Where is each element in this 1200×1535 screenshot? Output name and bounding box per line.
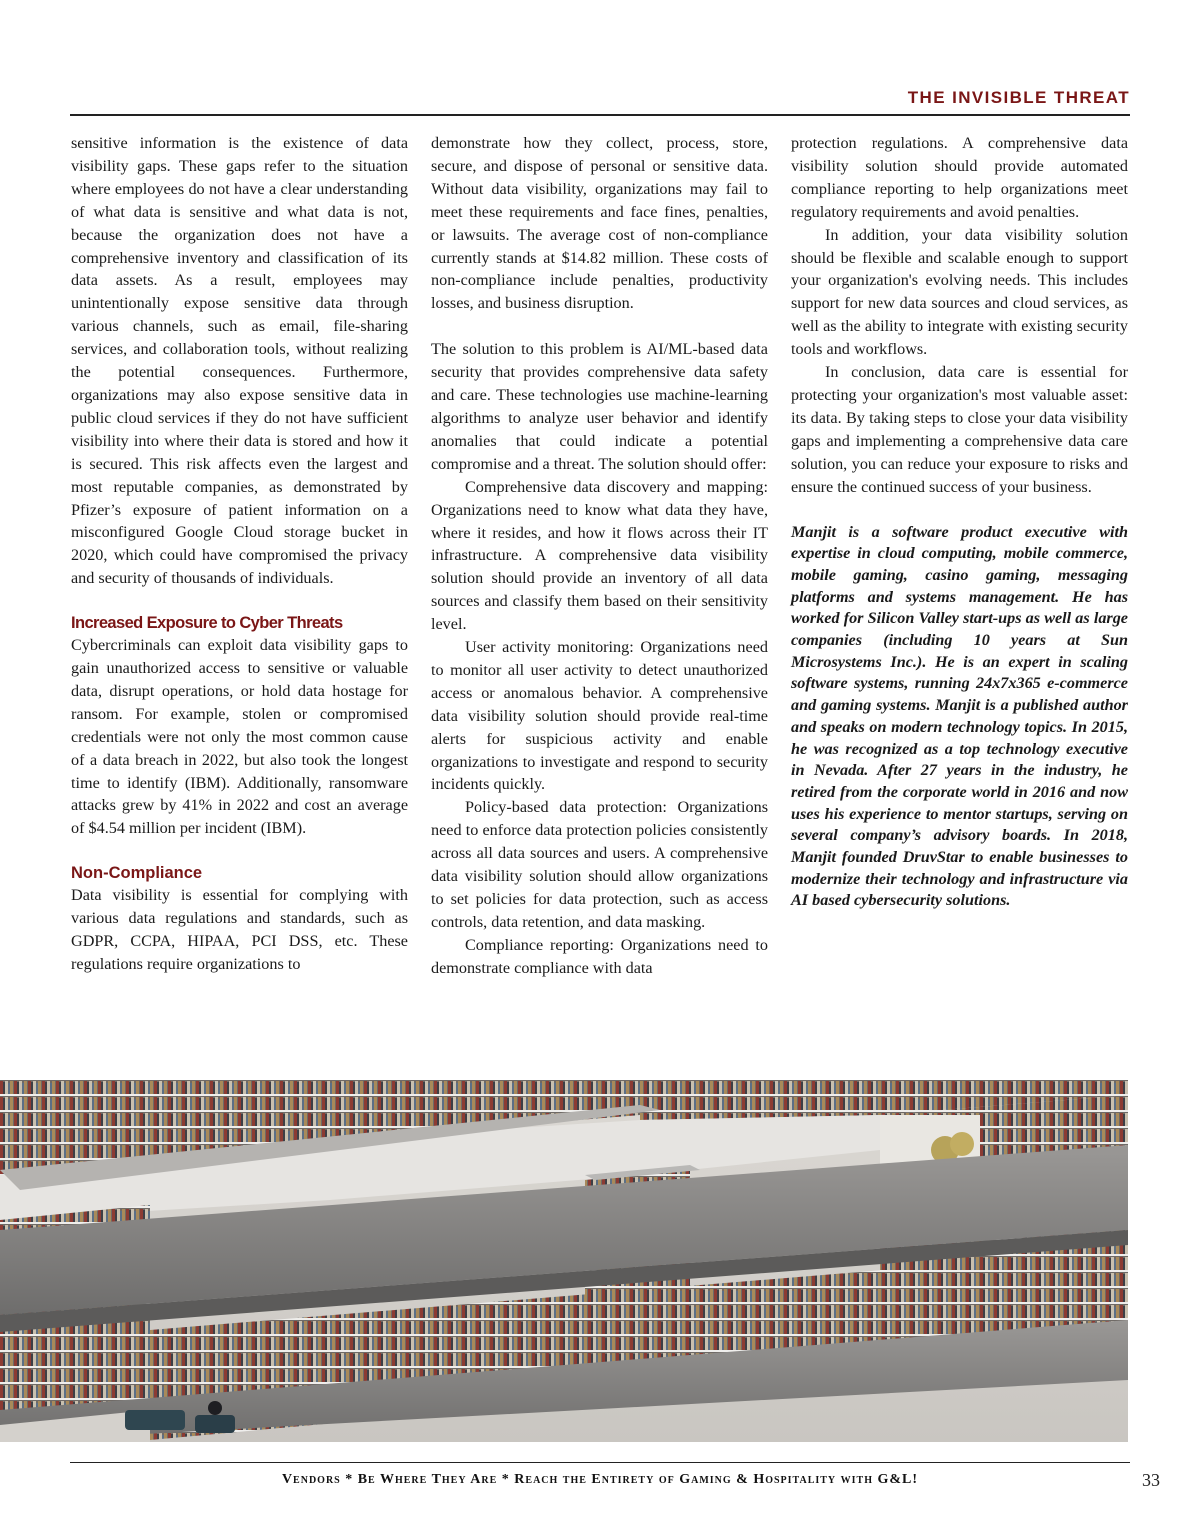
footer-tagline: Vendors * Be Where They Are * Reach the Entirety of Gaming & Hospitality with G&L!	[281, 1472, 919, 1487]
list-paragraph-compliance: Compliance reporting: Organizations need to demonstrate compliance with data	[431, 935, 768, 977]
body-paragraph: Cybercriminals can exploit data visibility gaps to gain unauthorized access to sensitive or valuable data, disrupt operations, or hold data hostage for ransom. For example, stolen or compromised credentials were not only the most common cause of a data breach in 2022, but also took the longest time to identify (IBM). Additionally, ransomware attacks grew by 41% in 2022 and cost an average of $4.54 million per incident (IBM).	[71, 636, 408, 838]
list-paragraph-policy: Policy-based data protection: Organizations need to enforce data protection policies consistently across all data sources and users. A comprehensive data visibility solution should allow organizations to set policies for data protection, such as access controls, data retention, and data masking.	[431, 798, 768, 931]
list-paragraph-discovery: Comprehensive data discovery and mapping: Organizations need to know what data they have, where it resides, and how it flows across their IT infrastructure. A comprehensive data visibility solution should provide an inventory of all data sources and classify them based on their sensitivity level.	[431, 477, 768, 634]
library-photo-illustration	[0, 1080, 1128, 1442]
body-paragraph: protection regulations. A comprehensive data visibility solution should provide automated compliance reporting to help organizations meet regulatory requirements and avoid penalties.	[791, 134, 1128, 221]
header-divider	[70, 114, 1130, 116]
body-paragraph: sensitive information is the existence of data visibility gaps. These gaps refer to the situation where employees do not have a clear understanding of what data is sensitive and what data is not, because the organization does not have a comprehensive inventory and classification of its data assets. As a result, employees may unintentionally expose sensitive data through various channels, such as email, file-sharing services, and collaboration tools, without realizing the potential consequences. Furthermore, organizations may also expose sensitive data in public cloud services if they do not have sufficient visibility into where their data is stored and how it is secured. This risk affects even the largest and most reputable companies, as demonstrated by Pfizer’s exposure of patient information on a misconfigured Google Cloud storage bucket in 2020, which could have compromised the privacy and security of thousands of individuals.	[71, 134, 408, 588]
running-header-title: THE INVISIBLE THREAT	[907, 88, 1130, 107]
footer-divider	[70, 1462, 1130, 1463]
body-paragraph: In addition, your data visibility solution should be flexible and scalable enough to support your organization's evolving needs. This includes support for new data sources and cloud services, as well as the ability to integrate with existing security tools and workflows.	[791, 225, 1128, 359]
body-paragraph: In conclusion, data care is essential for protecting your organization's most valuable asset: its data. By taking steps to close your data visibility gaps and implementing a comprehensive data care solution, you can reduce your exposure to risks and ensure the continued success of your business.	[791, 363, 1128, 496]
article-column-3	[791, 132, 1128, 912]
body-paragraph: The solution to this problem is AI/ML-based data security that provides comprehensive data safety and care. These technologies use machine-learning algorithms to analyze user behavior and identify anomalies that could indicate a potential compromise and a threat. The solution should offer:	[431, 340, 768, 473]
section-heading-cyber-threats: Increased Exposure to Cyber Threats	[71, 614, 343, 633]
section-heading-non-compliance: Non-Compliance	[71, 864, 203, 883]
page-number: 33	[1142, 1470, 1160, 1490]
list-paragraph-monitoring: User activity monitoring: Organizations need to monitor all user activity to detect unauthorized access or anomalous behavior. A comprehensive data visibility solution should provide real-time alerts for suspicious activity and enable organizations to investigate and respond to security incidents quickly.	[431, 638, 768, 794]
article-column-2	[431, 132, 768, 980]
article-column-1	[71, 132, 408, 976]
library-bookshelves-photo	[0, 1080, 1128, 1442]
body-paragraph: demonstrate how they collect, process, store, secure, and dispose of personal or sensitive data. Without data visibility, organizations may fail to meet these requirements and face fines, penalties, or lawsuits. The average cost of non-compliance currently stands at $14.82 million. These costs of non-compliance include penalties, productivity losses, and business disruption.	[431, 134, 768, 313]
author-bio: Manjit is a software product executive with expertise in cloud computing, mobile commerce, mobile gaming, casino gaming, messaging platforms and systems management. He has worked for Silicon Valley start-ups as well as large companies (including 10 years at Sun Microsystems Inc.). He is an expert in scaling software systems, running 24x7x365 e-commerce and gaming systems. Manjit is a published author and speaks on modern technology topics. In 2015, he was recognized as a top technology executive in Nevada. After 27 years in the industry, he retired from the corporate world in 2016 and now uses his experience to mentor startups, serving on several company’s advisory boards. In 2018, Manjit founded DruvStar to enable businesses to modernize their technology and infrastructure via AI based cybersecurity solutions.	[791, 522, 1128, 910]
body-paragraph: Data visibility is essential for complying with various data regulations and standards, such as GDPR, CCPA, HIPAA, PCI DSS, etc. These regulations require organizations to	[71, 886, 408, 973]
